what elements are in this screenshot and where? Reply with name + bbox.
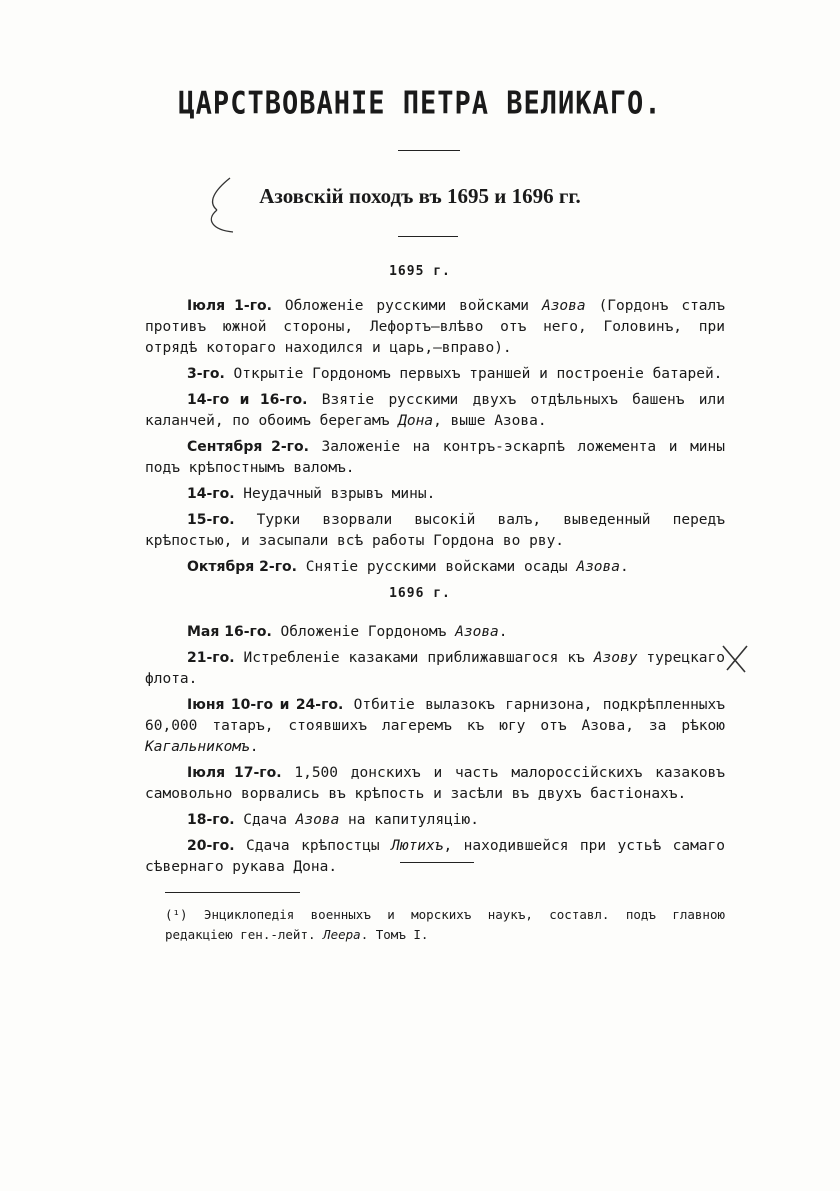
entry-text: турецкаго флота.	[145, 650, 725, 687]
entry-text: . Томъ I.	[360, 927, 429, 942]
place-name: Азова	[541, 298, 586, 314]
entry-text: Обложеніе русскими войсками	[271, 298, 542, 314]
divider	[398, 150, 460, 151]
chronicle-entry	[145, 390, 725, 432]
place-name: Кагальникомъ	[145, 739, 250, 755]
entry-text: Снятіе русскими войсками осады	[296, 559, 577, 575]
entry-text: 1,500 донскихъ и часть малороссійскихъ казаковъ самовольно ворвались въ крѣпость и засѣли въ двухъ бастіонахъ.	[145, 765, 726, 802]
chronicle-entry	[145, 557, 725, 578]
entry-date: 3-го.	[187, 366, 225, 382]
place-name: Азову	[593, 650, 638, 666]
chronicle-entry	[145, 810, 725, 831]
chronicle-entry	[145, 296, 725, 359]
entry-date: 20-го.	[187, 838, 235, 854]
handwritten-x-mark	[715, 640, 755, 676]
entry-text: Отбитіе вылазокъ гарнизона, подкрѣпленныхъ 60,000 татаръ, стоявшихъ лагеремъ къ югу отъ Азова, за рѣкою	[145, 697, 725, 734]
entry-text: Обложеніе Гордономъ	[271, 624, 456, 640]
footnote-rule	[165, 892, 300, 893]
entry-text: .	[620, 559, 629, 575]
page-title: ЦАРСТВОВАНІЕ ПЕТРА ВЕЛИКАГО.	[178, 85, 662, 122]
entry-text: (¹) Энциклопедія военныхъ и морскихъ наукъ, составл. подъ главною редакціею ген.-лейт.	[165, 907, 725, 942]
entry-date: Іюня 10-го и 24-го.	[187, 697, 344, 713]
place-name: Азова	[455, 624, 499, 640]
year-heading-1696: 1696 г.	[389, 586, 451, 601]
entry-date: Мая 16-го.	[187, 624, 272, 640]
entry-text: Взятіе русскими двухъ отдѣльныхъ башенъ или каланчей, по обоимъ берегамъ	[145, 392, 725, 429]
entry-date: 14-го и 16-го.	[187, 392, 308, 408]
entry-date: 21-го.	[187, 650, 235, 666]
chronicle-entry	[145, 437, 725, 479]
divider	[400, 862, 474, 863]
entry-text: Заложеніе на контръ-эскарпѣ ложемента и мины подъ крѣпостнымъ валомъ.	[145, 439, 725, 476]
entry-date: Октября 2-го.	[187, 559, 297, 575]
entry-text: на капитуляцію.	[339, 812, 479, 828]
section-subtitle: Азовскій походъ въ 1695 и 1696 гг.	[259, 184, 581, 208]
chronicle-entry	[145, 836, 725, 878]
entry-text: Неудачный взрывъ мины.	[234, 486, 436, 502]
entry-text: (Гордонъ сталъ противъ южной стороны, Лефортъ—влѣво отъ него, Головинъ, при отрядѣ котораго находился и царь,—вправо).	[145, 298, 725, 356]
entry-text: .	[498, 624, 508, 640]
entry-date: 14-го.	[187, 486, 235, 502]
entry-date: Іюля 17-го.	[187, 765, 282, 781]
footnote	[165, 905, 725, 945]
divider	[398, 236, 458, 237]
entries-1695	[145, 296, 725, 583]
chronicle-entry	[145, 648, 725, 690]
entries-1696	[145, 622, 725, 883]
entry-text: .	[249, 739, 259, 755]
chronicle-entry	[145, 364, 725, 385]
place-name: Лютихъ	[391, 838, 444, 854]
chronicle-entry	[145, 484, 725, 505]
entry-text: Сдача	[234, 812, 296, 828]
entry-text: Открытіе Гордономъ первыхъ траншей и построеніе батарей.	[224, 366, 723, 382]
entry-date: Сентября 2-го.	[187, 439, 309, 455]
chronicle-entry	[145, 622, 725, 643]
chronicle-entry	[145, 695, 725, 758]
place-name: Леера	[323, 927, 361, 942]
entry-date: 18-го.	[187, 812, 235, 828]
entry-text: , выше Азова.	[433, 413, 547, 429]
entry-date: 15-го.	[187, 512, 235, 528]
handwritten-bracket-mark	[195, 170, 255, 240]
entry-date: Іюля 1-го.	[187, 298, 272, 314]
entry-text: Истребленіе казаками приближавшагося къ	[234, 650, 594, 666]
place-name: Азова	[576, 559, 620, 575]
chronicle-entry	[145, 763, 725, 805]
place-name: Дона	[398, 413, 434, 429]
place-name: Азова	[295, 812, 340, 828]
chronicle-entry	[145, 510, 725, 552]
year-heading-1695: 1695 г.	[389, 264, 451, 279]
entry-text: Турки взорвали высокій валъ, выведенный передъ крѣпостью, и засыпали всѣ работы Гордона во рву.	[145, 512, 725, 549]
entry-text: Сдача крѣпостцы	[234, 838, 392, 854]
entry-text: , находившейся при устьѣ самаго сѣвернаго рукава Дона.	[145, 838, 725, 875]
